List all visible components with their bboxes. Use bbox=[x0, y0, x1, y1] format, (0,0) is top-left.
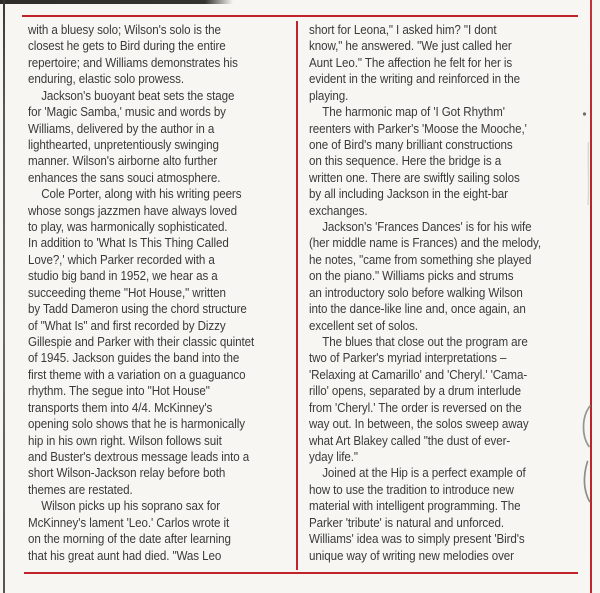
paragraph bbox=[28, 88, 292, 187]
text-line: The harmonic map of 'I Got Rhythm' bbox=[322, 104, 505, 120]
text-line: know," he answered. "We just called her bbox=[309, 38, 512, 54]
text-line: on this sequence. Here the bridge is a bbox=[309, 153, 502, 169]
text-line: Wilson picks up his soprano sax for bbox=[41, 498, 221, 514]
text-line: written one. There are swiftly sailing solos bbox=[309, 169, 520, 185]
text-line: how to use the tradition to introduce new bbox=[309, 481, 514, 497]
text-line: for 'Magic Samba,' music and words by bbox=[28, 104, 226, 120]
text-line: lighthearted, unpretentiously swinging bbox=[28, 136, 219, 152]
paragraph bbox=[28, 22, 292, 88]
text-column-left bbox=[28, 22, 292, 564]
text-line: rillo' opens, separated by a drum interlude bbox=[309, 383, 521, 399]
text-line: 'Relaxing at Camarillo' and 'Cheryl.' 'Cama- bbox=[309, 366, 528, 382]
text-line: by all including Jackson in the eight-bar bbox=[309, 186, 508, 202]
text-line: yday life." bbox=[309, 448, 358, 464]
text-line: enhances the sans souci atmosphere. bbox=[28, 169, 221, 185]
text-line: first theme with a variation on a guaguanco bbox=[28, 366, 246, 382]
text-line: Williams, delivered by the author in a bbox=[28, 120, 215, 136]
text-line: enduring, elastic solo prowess. bbox=[28, 71, 184, 87]
text-line: repertoire; and Williams demonstrates his bbox=[28, 54, 238, 70]
text-line: with a bluesy solo; Wilson's solo is the bbox=[28, 22, 221, 37]
text-line: transports them into 4/4. McKinney's bbox=[28, 399, 213, 415]
text-line: of 1945. Jackson guides the band into the bbox=[28, 350, 240, 366]
text-line: what Art Blakey called "the dust of ever- bbox=[309, 432, 511, 448]
text-line: by Tadd Dameron using the chord structure bbox=[28, 301, 247, 317]
text-line: playing. bbox=[309, 87, 349, 103]
text-line: one of Bird's many brilliant constructions bbox=[309, 136, 513, 152]
column-divider bbox=[296, 21, 298, 570]
text-line: Williams' idea was to simply present 'Bird's bbox=[309, 531, 525, 547]
text-line: closest he gets to Bird during the entire bbox=[28, 38, 226, 54]
text-line: unique way of writing new melodies over bbox=[309, 547, 514, 563]
text-line: excellent set of solos. bbox=[309, 317, 418, 333]
text-line: short Wilson-Jackson relay before both bbox=[28, 465, 226, 481]
top-rule bbox=[22, 15, 578, 17]
paragraph bbox=[309, 22, 581, 104]
text-line: from 'Cheryl.' The order is reversed on the bbox=[309, 399, 522, 415]
text-line: studio big band in 1952, we hear as a bbox=[28, 268, 218, 284]
text-line: two of Parker's myriad interpretations – bbox=[309, 350, 507, 366]
text-line: (her middle name is Frances) and the melody, bbox=[309, 235, 541, 251]
scan-edge-left bbox=[3, 0, 5, 593]
text-line: he notes, "came from something she played bbox=[309, 251, 532, 267]
paragraph bbox=[309, 219, 581, 334]
text-line: opening solo shows that he is harmonically bbox=[28, 416, 245, 432]
text-line: Jackson's buoyant beat sets the stage bbox=[41, 87, 235, 103]
text-line: that his great aunt had died. "Was Leo bbox=[28, 547, 222, 563]
text-line: themes are restated. bbox=[28, 481, 133, 497]
text-line: McKinney's lament 'Leo.' Carlos wrote it bbox=[28, 514, 230, 530]
text-line: Aunt Leo." The affection he felt for her is bbox=[309, 54, 513, 70]
text-line: on the piano." Williams picks and strums bbox=[309, 268, 514, 284]
text-line: In addition to 'What Is This Thing Called bbox=[28, 235, 229, 251]
pencil-bracket-lower-icon bbox=[585, 462, 590, 502]
paragraph bbox=[309, 465, 581, 564]
text-line: material with intelligent programming. The bbox=[309, 498, 521, 514]
paragraph bbox=[309, 334, 581, 465]
paragraph bbox=[28, 186, 292, 498]
text-line: The blues that close out the program are bbox=[322, 334, 528, 350]
pencil-smudge bbox=[588, 142, 589, 205]
text-column-right bbox=[309, 22, 581, 564]
pencil-dot bbox=[583, 112, 586, 115]
text-line: way out. In between, the solos sweep away bbox=[309, 416, 529, 432]
text-line: rhythm. The segue into "Hot House" bbox=[28, 383, 210, 399]
text-line: Love?,' which Parker recorded with a bbox=[28, 251, 215, 267]
text-line: an introductory solo before walking Wilson bbox=[309, 284, 523, 300]
text-line: Cole Porter, along with his writing peers bbox=[41, 186, 242, 202]
text-line: Parker 'tribute' is natural and unforced. bbox=[309, 514, 505, 530]
text-line: to play, was harmonically sophisticated. bbox=[28, 219, 228, 235]
text-line: reenters with Parker's 'Moose the Mooche,' bbox=[309, 120, 527, 136]
scan-edge-top bbox=[0, 0, 233, 4]
text-line: short for Leona," I asked him? "I dont bbox=[309, 22, 497, 37]
bottom-rule bbox=[24, 572, 578, 574]
text-line: manner. Wilson's airborne alto further bbox=[28, 153, 218, 169]
text-line: succeeding theme "Hot House," written bbox=[28, 284, 226, 300]
text-line: hip in his own right. Wilson follows suit bbox=[28, 432, 222, 448]
text-line: Gillespie and Parker with their classic quintet bbox=[28, 334, 255, 350]
text-line: and Buster's dextrous message leads into a bbox=[28, 448, 250, 464]
adjacent-page-edge bbox=[590, 0, 592, 593]
text-line: evident in the writing and reinforced in the bbox=[309, 71, 520, 87]
text-line: on the morning of the date after learning bbox=[28, 531, 231, 547]
paragraph bbox=[28, 498, 292, 564]
text-line: Joined at the Hip is a perfect example of bbox=[322, 465, 526, 481]
text-line: into the dance-like line and, once again, an bbox=[309, 301, 526, 317]
paragraph bbox=[309, 104, 581, 219]
text-line: whose songs jazzmen have always loved bbox=[28, 202, 237, 218]
text-line: exchanges. bbox=[309, 202, 368, 218]
text-line: Jackson's 'Frances Dances' is for his wife bbox=[322, 219, 532, 235]
text-line: of "What Is" and first recorded by Dizzy bbox=[28, 317, 226, 333]
